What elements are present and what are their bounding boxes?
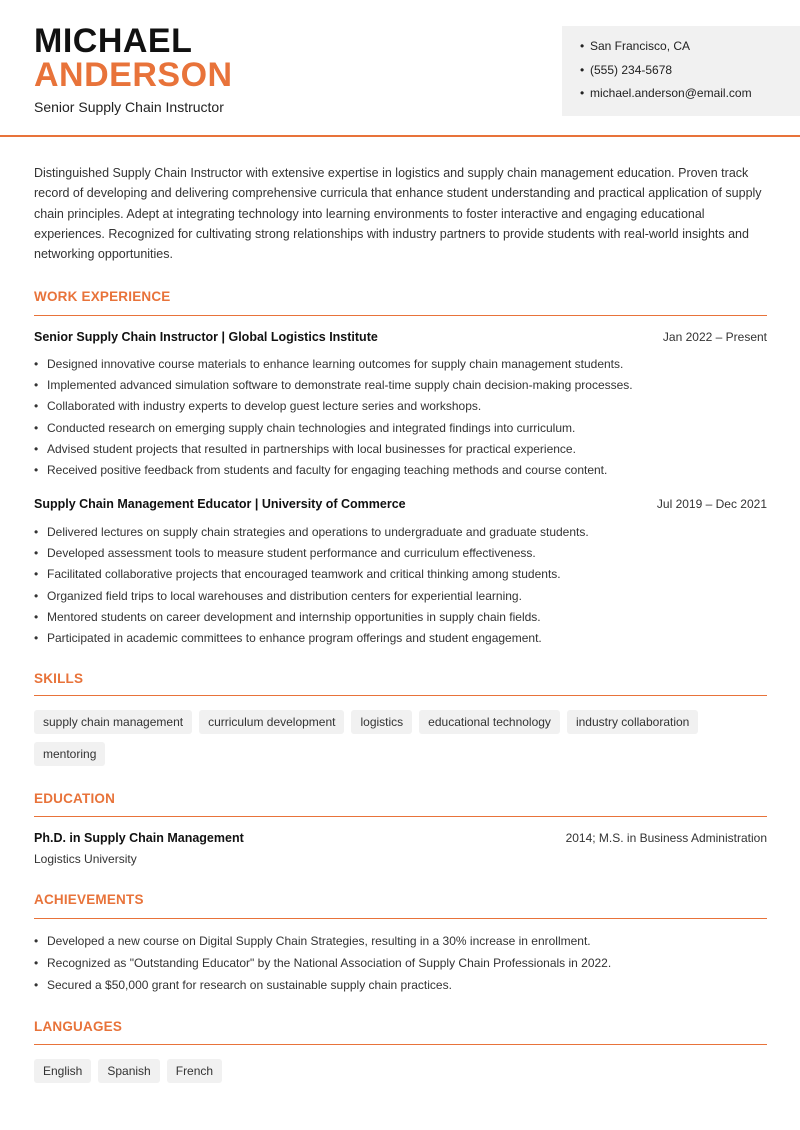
- list-item: • Secured a $50,000 grant for research on sustainable supply chain practices.: [34, 977, 767, 999]
- job-title: Senior Supply Chain Instructor: [34, 99, 224, 115]
- list-item: • Collaborated with industry experts to develop guest lecture series and workshops.: [34, 398, 767, 419]
- last-name: ANDERSON: [34, 56, 233, 94]
- section-divider: [34, 315, 767, 316]
- list-item: • Recognized as "Outstanding Educator" by the National Association of Supply Chain Professionals in 2022.: [34, 955, 767, 977]
- list-item: • Implemented advanced simulation software to demonstrate real-time supply chain decision-making processes.: [34, 377, 767, 398]
- section-title-work: WORK EXPERIENCE: [34, 289, 171, 304]
- job-bullets: [34, 356, 767, 483]
- resume-header: [0, 0, 800, 137]
- skill-tag: educational technology: [419, 710, 560, 734]
- list-item: • Mentored students on career development and internship opportunities in supply chain fields.: [34, 609, 767, 630]
- job-role: Supply Chain Management Educator | University of Commerce: [34, 497, 406, 511]
- section-title-skills: SKILLS: [34, 671, 84, 686]
- contact-email: • michael.anderson@email.com: [580, 85, 800, 109]
- list-item: • Developed a new course on Digital Supply Chain Strategies, resulting in a 30% increase in enrollment.: [34, 933, 767, 955]
- skill-tag: supply chain management: [34, 710, 192, 734]
- list-item: • Designed innovative course materials to enhance learning outcomes for supply chain management students.: [34, 356, 767, 377]
- section-divider: [34, 695, 767, 696]
- achievement-bullets: [34, 933, 767, 999]
- contact-location: • San Francisco, CA: [580, 38, 800, 62]
- list-item: • Advised student projects that resulted in partnerships with local businesses for practical experience.: [34, 441, 767, 462]
- job-bullets: [34, 524, 767, 651]
- section-divider: [34, 816, 767, 817]
- language-tag: English: [34, 1059, 91, 1083]
- list-item: • Received positive feedback from students and faculty for engaging teaching methods and course content.: [34, 462, 767, 483]
- list-item: • Organized field trips to local warehouses and distribution centers for experiential learning.: [34, 588, 767, 609]
- job-header: [34, 497, 767, 511]
- skill-tag: industry collaboration: [567, 710, 698, 734]
- job-header: [34, 330, 767, 344]
- list-item: • Participated in academic committees to enhance program offerings and student engagement.: [34, 630, 767, 651]
- list-item: • Developed assessment tools to measure student performance and curriculum effectiveness.: [34, 545, 767, 566]
- summary-paragraph: Distinguished Supply Chain Instructor with extensive expertise in logistics and supply chain management education. Proven track record of developing and delivering comprehensive curricula that enhance student understanding and practical application of supply chain principles. Adept at integrating technology into learning environments to foster interactive and engaging educational experiences. Recognized for cultivating strong relationships with industry partners to provide students with real-world insights and networking opportunities.: [34, 166, 762, 262]
- list-item: • Delivered lectures on supply chain strategies and operations to undergraduate and graduate students.: [34, 524, 767, 545]
- language-tag: Spanish: [98, 1059, 159, 1083]
- section-title-languages: LANGUAGES: [34, 1019, 123, 1034]
- skill-tag: curriculum development: [199, 710, 344, 734]
- job-dates: Jan 2022 – Present: [662, 330, 767, 344]
- language-tags: [34, 1059, 767, 1083]
- education-year: 2014; M.S. in Business Administration: [565, 831, 767, 845]
- list-item: • Facilitated collaborative projects that encouraged teamwork and critical thinking among students.: [34, 566, 767, 587]
- section-divider: [34, 918, 767, 919]
- contact-phone: • (555) 234-5678: [580, 62, 800, 86]
- skill-tag: mentoring: [34, 742, 105, 766]
- section-title-education: EDUCATION: [34, 791, 116, 806]
- list-item: • Conducted research on emerging supply chain technologies and integrated findings into curriculum.: [34, 420, 767, 441]
- section-divider: [34, 1044, 767, 1045]
- first-name: MICHAEL: [34, 22, 193, 60]
- job-dates: Jul 2019 – Dec 2021: [656, 497, 767, 511]
- contact-box: [562, 26, 800, 116]
- education-school: Logistics University: [34, 852, 137, 866]
- skill-tag: logistics: [351, 710, 412, 734]
- language-tag: French: [167, 1059, 222, 1083]
- skills-tags: [34, 710, 767, 766]
- education-degree: Ph.D. in Supply Chain Management: [34, 831, 244, 845]
- section-title-achievements: ACHIEVEMENTS: [34, 892, 144, 907]
- job-role: Senior Supply Chain Instructor | Global Logistics Institute: [34, 330, 378, 344]
